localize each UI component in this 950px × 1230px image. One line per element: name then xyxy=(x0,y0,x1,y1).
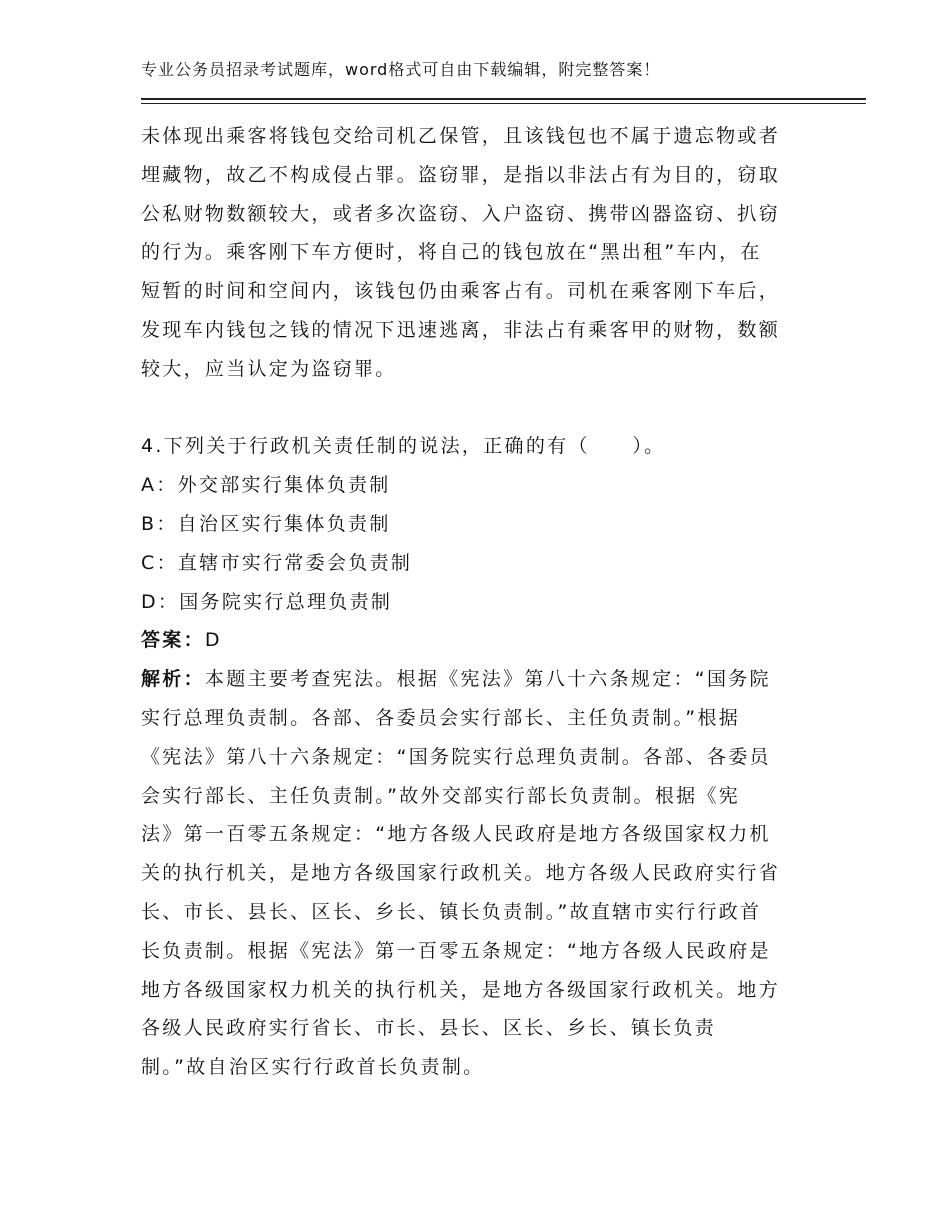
analysis-line: 长负责制。根据《宪法》第一百零五条规定：“地方各级人民政府是 xyxy=(141,939,771,962)
question-stem: 4.下列关于行政机关责任制的说法，正确的有（ ）。 xyxy=(141,435,666,458)
text-line: 短暂的时间和空间内，该钱包仍由乘客占有。司机在乘客刚下车后， xyxy=(141,280,781,303)
analysis-line: 地方各级国家权力机关的执行机关，是地方各级国家行政机关。地方 xyxy=(141,978,781,1001)
text-line: 发现车内钱包之钱的情况下迅速逃离，非法占有乘客甲的财物，数额 xyxy=(141,318,781,341)
text-line: 较大，应当认定为盗窃罪。 xyxy=(141,357,397,380)
page-header: 专业公务员招录考试题库，word格式可自由下载编辑，附完整答案！ xyxy=(141,60,661,79)
text-line: 未体现出乘客将钱包交给司机乙保管，且该钱包也不属于遗忘物或者 xyxy=(141,125,781,147)
analysis-line: 关的执行机关，是地方各级国家行政机关。地方各级人民政府实行省 xyxy=(141,862,781,885)
previous-analysis xyxy=(141,117,801,389)
text-line: 埋藏物，故乙不构成侵占罪。盗窃罪，是指以非法占有为目的，窃取 xyxy=(141,163,781,186)
text-line: 公私财物数额较大，或者多次盗窃、入户盗窃、携带凶器盗窃、扒窃 xyxy=(141,202,781,225)
header-rule-thick xyxy=(141,98,866,100)
text-line: 的行为。乘客刚下车方便时，将自己的钱包放在“黑出租”车内，在 xyxy=(141,241,762,264)
answer-label: 答案： xyxy=(141,629,205,652)
analysis-line: 长、市长、县长、区长、乡长、镇长负责制。”故直辖市实行行政首 xyxy=(141,900,762,923)
paragraph-gap xyxy=(141,389,801,428)
question-block xyxy=(141,427,801,1087)
analysis-text: 本题主要考查宪法。根据《宪法》第八十六条规定：“国务院 xyxy=(204,668,771,691)
analysis-first-line xyxy=(141,660,801,699)
analysis-line: 各级人民政府实行省长、市长、县长、区长、乡长、镇长负责 xyxy=(141,1017,717,1040)
analysis-line: 法》第一百零五条规定：“地方各级人民政府是地方各级国家权力机 xyxy=(141,823,771,846)
page-content xyxy=(141,117,801,1087)
analysis-line: 制。”故自治区实行行政首长负责制。 xyxy=(141,1056,485,1079)
header-rule-thin xyxy=(141,103,866,104)
analysis-line: 实行总理负责制。各部、各委员会实行部长、主任负责制。”根据 xyxy=(141,706,741,729)
option-a: A：外交部实行集体负责制 xyxy=(141,474,391,497)
analysis-line: 会实行部长、主任负责制。”故外交部实行部长负责制。根据《宪 xyxy=(141,784,741,807)
answer-line xyxy=(141,621,801,660)
answer-value: D xyxy=(204,629,222,652)
analysis-line: 《宪法》第八十六条规定：“国务院实行总理负责制。各部、各委员 xyxy=(141,745,771,768)
option-b: B：自治区实行集体负责制 xyxy=(141,512,391,535)
option-c: C：直辖市实行常委会负责制 xyxy=(141,551,413,574)
analysis-label: 解析： xyxy=(141,668,205,691)
option-d: D：国务院实行总理负责制 xyxy=(141,590,393,613)
